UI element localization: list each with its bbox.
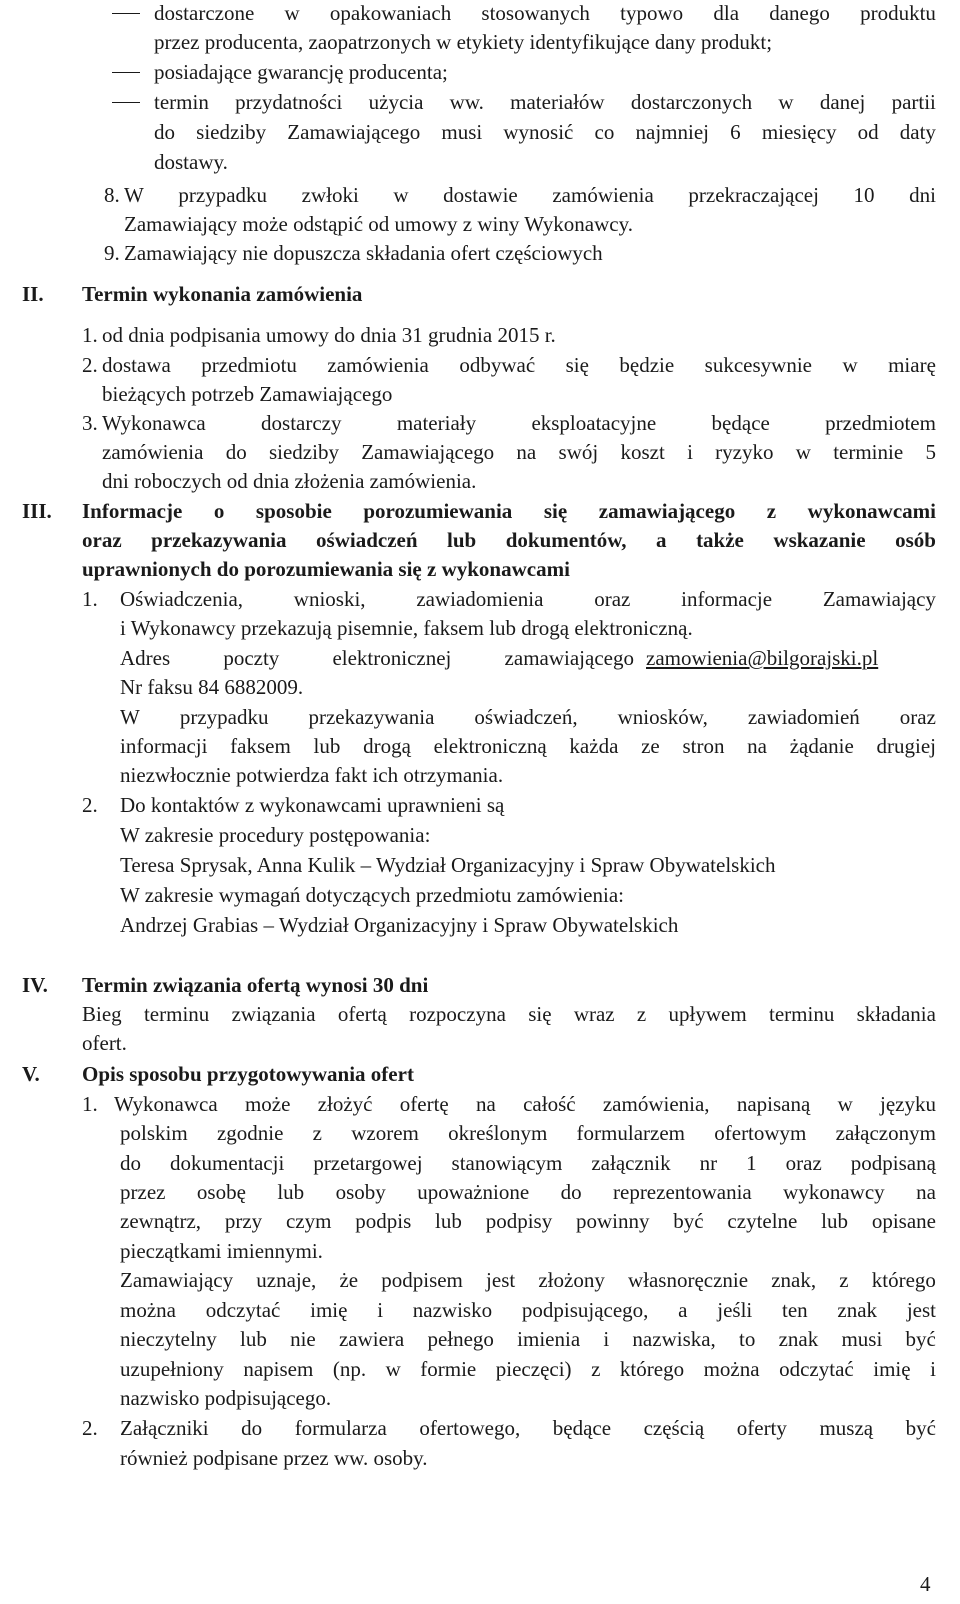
word: terminu bbox=[143, 1002, 210, 1026]
word: czym bbox=[285, 1209, 332, 1233]
word: można bbox=[703, 1357, 760, 1381]
word: ofertę bbox=[399, 1092, 449, 1116]
word: informacji bbox=[120, 734, 208, 758]
word: oraz bbox=[899, 705, 936, 729]
word: się bbox=[528, 1002, 552, 1026]
word: z bbox=[591, 1357, 601, 1381]
word: że bbox=[339, 1268, 359, 1292]
section-number: III. bbox=[22, 499, 52, 523]
word: ofertowym bbox=[714, 1121, 807, 1145]
bullet-text bbox=[154, 0, 936, 28]
fax-number: Nr faksu 84 6882009. bbox=[120, 675, 304, 699]
word: do bbox=[225, 440, 247, 464]
word: dokumentacji bbox=[170, 1151, 285, 1175]
word: upływem bbox=[668, 1002, 747, 1026]
word: daty bbox=[899, 120, 936, 144]
word: z bbox=[766, 499, 777, 523]
word: całość bbox=[523, 1092, 576, 1116]
word: a bbox=[678, 1298, 688, 1322]
word: danego bbox=[769, 1, 830, 25]
word: (np. bbox=[332, 1357, 367, 1381]
section-title: Opis sposobu przygotowywania ofert bbox=[82, 1062, 414, 1086]
word: 1 bbox=[746, 1151, 757, 1175]
word: imienia bbox=[517, 1327, 581, 1351]
word: partii bbox=[891, 90, 936, 114]
word: a bbox=[656, 528, 667, 552]
dash-bullet-marker bbox=[112, 72, 140, 73]
email-address: zamowienia@bilgorajski.pl bbox=[646, 646, 879, 670]
word: podpisy bbox=[485, 1209, 553, 1233]
word: drugiej bbox=[876, 734, 936, 758]
bullet-text: dostawy. bbox=[154, 150, 228, 174]
word: lub bbox=[821, 1209, 849, 1233]
word: sposobie bbox=[255, 499, 332, 523]
word: musi bbox=[441, 120, 483, 144]
word: zamówienia bbox=[102, 440, 204, 464]
word: nie bbox=[290, 1327, 316, 1351]
word: wniosków, bbox=[617, 705, 708, 729]
bullet-text bbox=[154, 87, 936, 117]
word: oraz bbox=[594, 587, 631, 611]
item-text bbox=[120, 1148, 936, 1178]
item-text bbox=[120, 731, 936, 761]
word: materiałów bbox=[510, 90, 605, 114]
word: dostawa bbox=[102, 353, 171, 377]
word: załączonym bbox=[835, 1121, 936, 1145]
word: składania bbox=[856, 1002, 936, 1026]
word: wnioski, bbox=[293, 587, 366, 611]
word: z bbox=[636, 1002, 647, 1026]
word: wzorem bbox=[351, 1121, 419, 1145]
item-number: 8. bbox=[104, 183, 120, 207]
word: siedziby bbox=[196, 120, 267, 144]
word: swój bbox=[558, 440, 599, 464]
item-text bbox=[120, 584, 936, 614]
word: podpisem bbox=[381, 1268, 463, 1292]
word: polskim bbox=[120, 1121, 188, 1145]
word: częścią bbox=[643, 1416, 705, 1440]
word: zwłoki bbox=[301, 183, 359, 207]
word: ryzyko bbox=[715, 440, 774, 464]
word: jest bbox=[486, 1268, 516, 1292]
word: oraz bbox=[82, 528, 122, 552]
section-number: IV. bbox=[22, 973, 48, 997]
item-text bbox=[120, 1295, 936, 1325]
word: pieczęci) bbox=[495, 1357, 572, 1381]
word: zgodnie bbox=[216, 1121, 284, 1145]
section-text bbox=[82, 999, 936, 1029]
item-number: 1. bbox=[82, 587, 98, 611]
word: Zamawiający bbox=[120, 1268, 234, 1292]
word: podpisaną bbox=[850, 1151, 936, 1175]
item-number: 1. bbox=[82, 1092, 98, 1116]
word: porozumiewania bbox=[363, 499, 513, 523]
word: formularza bbox=[294, 1416, 387, 1440]
word: będące bbox=[552, 1416, 612, 1440]
word: i bbox=[377, 1298, 384, 1322]
word: 10 bbox=[853, 183, 875, 207]
item-text: Zamawiający nie dopuszcza składania ofert częściowych bbox=[124, 241, 603, 265]
word: koszt bbox=[620, 440, 665, 464]
item-text bbox=[120, 1177, 936, 1207]
word: Oświadczenia, bbox=[120, 587, 244, 611]
word: oświadczeń, bbox=[474, 705, 578, 729]
word: zamawiającego bbox=[598, 499, 736, 523]
word: ze bbox=[641, 734, 660, 758]
word: zewnątrz, bbox=[120, 1209, 202, 1233]
word: w bbox=[795, 440, 811, 464]
word: żądanie bbox=[789, 734, 854, 758]
word: w bbox=[385, 1357, 401, 1381]
word: wskazanie bbox=[773, 528, 866, 552]
word: ww. bbox=[449, 90, 484, 114]
word: wykonawcami bbox=[807, 499, 936, 523]
word: siedziby bbox=[268, 440, 339, 464]
word: drogą bbox=[363, 734, 411, 758]
word: przekazywania bbox=[151, 528, 287, 552]
word: 6 bbox=[730, 120, 741, 144]
bullet-text: przez producenta, zaopatrzonych w etykiety identyfikujące dany produkt; bbox=[154, 30, 773, 54]
word: miesięcy bbox=[761, 120, 837, 144]
word: zamówienia, bbox=[602, 1092, 710, 1116]
bullet-text: posiadające gwarancję producenta; bbox=[154, 60, 448, 84]
word: eksploatacyjne bbox=[531, 411, 657, 435]
word: zawiera bbox=[338, 1327, 405, 1351]
word: formie bbox=[420, 1357, 477, 1381]
word: W bbox=[124, 183, 144, 207]
word: stron bbox=[682, 734, 725, 758]
word: nazwisko bbox=[412, 1298, 493, 1322]
word: stanowiącym bbox=[451, 1151, 563, 1175]
word: być bbox=[905, 1416, 936, 1440]
word: ten bbox=[782, 1298, 808, 1322]
page-number: 4 bbox=[920, 1572, 931, 1596]
word: 5 bbox=[925, 440, 936, 464]
item-text bbox=[120, 702, 936, 732]
word: produktu bbox=[860, 1, 936, 25]
item-text bbox=[120, 1413, 936, 1443]
word: muszą bbox=[819, 1416, 874, 1440]
word: od bbox=[857, 120, 879, 144]
word: języku bbox=[880, 1092, 936, 1116]
word: oświadczeń bbox=[316, 528, 418, 552]
word: odczytać bbox=[779, 1357, 854, 1381]
word: osoby bbox=[335, 1180, 386, 1204]
word: użycia bbox=[368, 90, 424, 114]
word: na bbox=[916, 1180, 936, 1204]
word: lub bbox=[240, 1327, 267, 1351]
word: odbywać bbox=[459, 353, 536, 377]
word: opakowaniach bbox=[329, 1, 452, 25]
item-text bbox=[120, 1265, 936, 1295]
word: wynosić bbox=[503, 120, 574, 144]
word: i bbox=[687, 440, 693, 464]
word: podpis bbox=[355, 1209, 412, 1233]
word: można bbox=[120, 1298, 176, 1322]
word: na bbox=[476, 1092, 496, 1116]
word: ofertą bbox=[337, 1002, 387, 1026]
word: imię bbox=[310, 1298, 348, 1322]
item-text bbox=[124, 180, 936, 210]
word: to bbox=[739, 1327, 756, 1351]
word: lub bbox=[313, 734, 341, 758]
word: przypadku bbox=[179, 705, 269, 729]
word: każda bbox=[569, 734, 619, 758]
word: pełnego bbox=[427, 1327, 494, 1351]
item-text: również podpisane przez ww. osoby. bbox=[120, 1446, 428, 1470]
word: się bbox=[543, 499, 568, 523]
word: Bieg bbox=[82, 1002, 122, 1026]
section-number: II. bbox=[22, 282, 44, 306]
word: o bbox=[213, 499, 225, 523]
word: lub bbox=[447, 528, 477, 552]
word: Zamawiającego bbox=[361, 440, 495, 464]
item-text: W zakresie procedury postępowania: bbox=[120, 823, 431, 847]
word: uznaje, bbox=[256, 1268, 317, 1292]
item-text bbox=[120, 1118, 936, 1148]
word: także bbox=[696, 528, 744, 552]
word: dni bbox=[909, 183, 936, 207]
item-text: Do kontaktów z wykonawcami uprawnieni są bbox=[120, 793, 505, 817]
word: z bbox=[312, 1121, 322, 1145]
item-number: 2. bbox=[82, 353, 98, 377]
word: wykonawcy bbox=[783, 1180, 885, 1204]
word: Zamawiający bbox=[822, 587, 936, 611]
word: upoważnione bbox=[417, 1180, 530, 1204]
item-text: pieczątkami imiennymi. bbox=[120, 1239, 323, 1263]
item-number: 2. bbox=[82, 793, 98, 817]
word: elektroniczną bbox=[433, 734, 547, 758]
item-text bbox=[114, 1089, 936, 1119]
word: nieczytelny bbox=[120, 1327, 217, 1351]
word: dostarczone bbox=[154, 1, 255, 25]
word: przez bbox=[120, 1180, 166, 1204]
word: dostawie bbox=[443, 183, 518, 207]
word: którego bbox=[619, 1357, 685, 1381]
word: w bbox=[842, 353, 858, 377]
word: w bbox=[284, 1, 300, 25]
word: wraz bbox=[573, 1002, 615, 1026]
word: miarę bbox=[888, 353, 936, 377]
item-number: 9. bbox=[104, 241, 120, 265]
section-title bbox=[82, 525, 936, 555]
section-number: V. bbox=[22, 1062, 40, 1086]
word: termin bbox=[154, 90, 209, 114]
word: osób bbox=[895, 528, 936, 552]
word: być bbox=[673, 1209, 704, 1233]
word: do bbox=[241, 1416, 263, 1440]
section-title bbox=[82, 496, 936, 526]
word: dla bbox=[713, 1, 740, 25]
section-text: ofert. bbox=[82, 1031, 127, 1055]
word: typowo bbox=[620, 1, 684, 25]
word: czytelne bbox=[727, 1209, 798, 1233]
word: oferty bbox=[736, 1416, 787, 1440]
word: reprezentowania bbox=[613, 1180, 752, 1204]
word: uzupełniony bbox=[120, 1357, 224, 1381]
word: być bbox=[905, 1327, 936, 1351]
word: napisem bbox=[243, 1357, 314, 1381]
item-text: nazwisko podpisującego. bbox=[120, 1386, 332, 1410]
contact-persons: Andrzej Grabias – Wydział Organizacyjny i Spraw Obywatelskich bbox=[120, 913, 679, 937]
word: przedmiotem bbox=[825, 411, 936, 435]
word: co bbox=[594, 120, 615, 144]
item-text: dni roboczych od dnia złożenia zamówienia. bbox=[102, 469, 477, 493]
item-text bbox=[120, 1206, 936, 1236]
word: danej bbox=[819, 90, 866, 114]
word: rozpoczyna bbox=[409, 1002, 506, 1026]
item-text: niezwłocznie potwierdza fakt ich otrzymania. bbox=[120, 763, 504, 787]
email-label bbox=[120, 643, 634, 673]
word: zawiadomienia bbox=[416, 587, 544, 611]
word: opisane bbox=[871, 1209, 936, 1233]
word: odczytać bbox=[205, 1298, 281, 1322]
word: załącznik bbox=[591, 1151, 671, 1175]
word: z bbox=[839, 1268, 849, 1292]
item-number: 1. bbox=[82, 323, 98, 347]
word: sukcesywnie bbox=[704, 353, 812, 377]
word: formularzem bbox=[576, 1121, 685, 1145]
word: nazwiska, bbox=[632, 1327, 716, 1351]
word: do bbox=[120, 1151, 141, 1175]
word: powinny bbox=[576, 1209, 650, 1233]
word: informacje bbox=[681, 587, 773, 611]
word: terminie bbox=[833, 440, 904, 464]
item-text: i Wykonawcy przekazują pisemnie, faksem lub drogą elektroniczną. bbox=[120, 616, 693, 640]
word: do bbox=[560, 1180, 582, 1204]
word: zawiadomień bbox=[747, 705, 860, 729]
item-text: Zamawiający może odstąpić od umowy z winy Wykonawcy. bbox=[124, 212, 634, 236]
word: dokumentów, bbox=[505, 528, 627, 552]
word: zamawiającego bbox=[504, 646, 634, 670]
item-text: W zakresie wymagań dotyczących przedmiotu zamówienia: bbox=[120, 883, 624, 907]
word: złożony bbox=[538, 1268, 605, 1292]
dash-bullet-marker bbox=[112, 102, 140, 103]
word: W bbox=[120, 705, 140, 729]
word: się bbox=[565, 353, 589, 377]
word: przydatności bbox=[235, 90, 343, 114]
word: Adres bbox=[120, 646, 171, 670]
word: terminu bbox=[769, 1002, 835, 1026]
section-title: uprawnionych do porozumiewania się z wykonawcami bbox=[82, 557, 570, 581]
item-number: 2. bbox=[82, 1416, 98, 1440]
word: Wykonawca bbox=[114, 1092, 218, 1116]
item-text bbox=[102, 408, 936, 438]
word: faksem bbox=[230, 734, 291, 758]
word: oraz bbox=[785, 1151, 822, 1175]
word: ofertowego, bbox=[419, 1416, 521, 1440]
bullet-text bbox=[154, 117, 936, 147]
word: będzie bbox=[619, 353, 675, 377]
word: jest bbox=[906, 1298, 936, 1322]
word: najmniej bbox=[635, 120, 709, 144]
word: i bbox=[930, 1357, 936, 1381]
word: związania bbox=[231, 1002, 316, 1026]
contact-persons: Teresa Sprysak, Anna Kulik – Wydział Organizacyjny i Spraw Obywatelskich bbox=[120, 853, 776, 877]
word: przekraczającej bbox=[688, 183, 819, 207]
word: Załączniki bbox=[120, 1416, 209, 1440]
word: przekazywania bbox=[308, 705, 435, 729]
item-text bbox=[120, 1354, 936, 1384]
section-title: Termin związania ofertą wynosi 30 dni bbox=[82, 973, 429, 997]
word: Wykonawca bbox=[102, 411, 206, 435]
word: którego bbox=[871, 1268, 936, 1292]
word: może bbox=[244, 1092, 291, 1116]
word: określonym bbox=[448, 1121, 548, 1145]
word: napisaną bbox=[736, 1092, 811, 1116]
word: jeśli bbox=[717, 1298, 753, 1322]
word: materiały bbox=[396, 411, 477, 435]
section-title: Termin wykonania zamówienia bbox=[82, 282, 363, 306]
word: lub bbox=[435, 1209, 462, 1233]
word: lub bbox=[277, 1180, 305, 1204]
dash-bullet-marker bbox=[112, 13, 140, 14]
word: Zamawiającego bbox=[287, 120, 421, 144]
word: osobę bbox=[196, 1180, 246, 1204]
word: znak, bbox=[771, 1268, 817, 1292]
word: znak bbox=[778, 1327, 819, 1351]
word: na bbox=[747, 734, 767, 758]
item-text bbox=[120, 1324, 936, 1354]
word: imię bbox=[873, 1357, 911, 1381]
word: zamówienia bbox=[327, 353, 429, 377]
word: na bbox=[516, 440, 537, 464]
word: przy bbox=[224, 1209, 263, 1233]
word: do bbox=[154, 120, 175, 144]
item-text bbox=[102, 437, 936, 467]
word: będące bbox=[711, 411, 770, 435]
word: w bbox=[393, 183, 409, 207]
word: znak bbox=[837, 1298, 878, 1322]
word: poczty bbox=[223, 646, 280, 670]
word: podpisującego, bbox=[521, 1298, 649, 1322]
word: musi bbox=[841, 1327, 883, 1351]
word: stosowanych bbox=[481, 1, 590, 25]
word: przedmiotu bbox=[201, 353, 297, 377]
item-text bbox=[102, 350, 936, 380]
item-number: 3. bbox=[82, 411, 98, 435]
word: zamówienia bbox=[552, 183, 654, 207]
word: w bbox=[778, 90, 794, 114]
word: przetargowej bbox=[313, 1151, 423, 1175]
word: elektronicznej bbox=[332, 646, 452, 670]
word: dostarczy bbox=[261, 411, 342, 435]
item-text: bieżących potrzeb Zamawiającego bbox=[102, 382, 393, 406]
word: nr bbox=[699, 1151, 718, 1175]
word: w bbox=[837, 1092, 853, 1116]
word: przypadku bbox=[178, 183, 268, 207]
word: dostarczonych bbox=[630, 90, 753, 114]
word: własnoręcznie bbox=[627, 1268, 749, 1292]
word: i bbox=[603, 1327, 610, 1351]
item-text: od dnia podpisania umowy do dnia 31 grudnia 2015 r. bbox=[102, 323, 556, 347]
word: Informacje bbox=[82, 499, 183, 523]
word: złożyć bbox=[317, 1092, 373, 1116]
